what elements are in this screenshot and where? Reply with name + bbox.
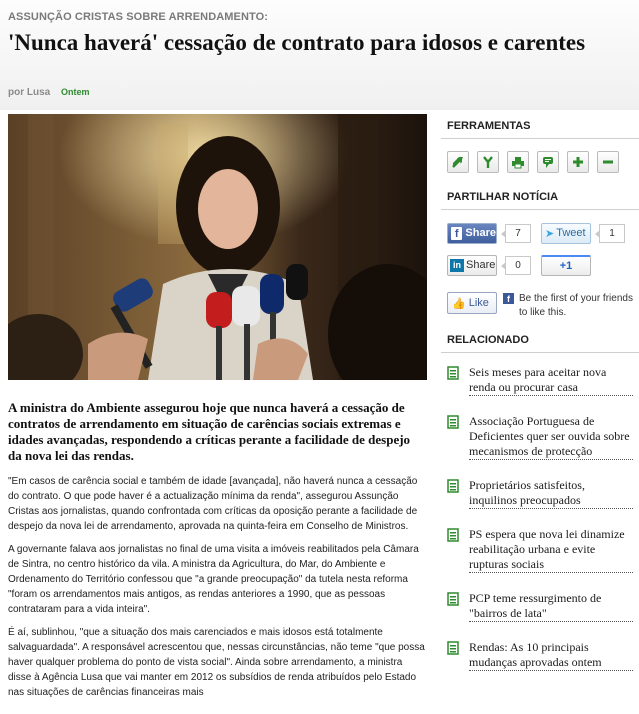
document-icon — [447, 479, 459, 493]
related-link[interactable]: Rendas: As 10 principais mudanças aprovadas ontem — [469, 640, 633, 671]
share-row — [441, 222, 639, 244]
facebook-icon: f — [503, 293, 514, 304]
increase-font-button[interactable] — [567, 151, 589, 173]
share-row — [441, 254, 639, 276]
twitter-tweet-count: 1 — [599, 224, 625, 243]
facebook-like-label: Like — [468, 297, 489, 309]
facebook-icon: f — [451, 227, 462, 240]
press-conference-photo — [8, 114, 427, 380]
share-arrow-icon — [451, 155, 465, 169]
related-link[interactable]: PCP teme ressurgimento de "bairros de lata" — [469, 591, 633, 622]
linkedin-share-button[interactable] — [447, 255, 497, 276]
twitter-tweet-label: Tweet — [556, 227, 586, 239]
article-lead: A ministra do Ambiente assegurou hoje que nunca haverá a cessação de contratos de arrendamento em situação de carências sociais extremas e idades avançadas, respondendo a críticas perante a facilidade de despejo da nova lei das rendas. — [8, 400, 411, 463]
byline-date: Ontem — [61, 87, 90, 97]
related-item — [447, 640, 633, 671]
facebook-like-text — [503, 292, 633, 322]
facebook-like-message: Be the first of your friends to like this. — [519, 293, 633, 318]
twitter-bird-icon: ➤ — [545, 227, 555, 240]
share-title: PARTILHAR NOTÍCIA — [441, 185, 639, 210]
related-link[interactable]: Associação Portuguesa de Deficientes quer ser ouvida sobre mecanismos de protecção — [469, 414, 633, 460]
facebook-share-button[interactable] — [447, 223, 497, 244]
document-icon — [447, 366, 459, 380]
share-arrow-button[interactable] — [447, 151, 469, 173]
tools-title: FERRAMENTAS — [441, 114, 639, 139]
related-list — [441, 353, 639, 671]
facebook-like-row — [441, 292, 639, 322]
plus-icon — [571, 155, 585, 169]
print-button[interactable] — [507, 151, 529, 173]
related-item — [447, 365, 633, 396]
linkedin-share-label: Share — [466, 259, 496, 271]
related-item — [447, 527, 633, 573]
article-body — [8, 474, 426, 708]
fork-icon — [481, 155, 495, 169]
tools-bar — [441, 139, 639, 185]
related-item — [447, 414, 633, 460]
fork-button[interactable] — [477, 151, 499, 173]
comment-icon — [541, 155, 555, 169]
google-plus-one-button[interactable]: +1 — [541, 255, 591, 276]
article-paragraph: A governante falava aos jornalistas no final de uma visita a imóveis reabilitados pela Câmara de Sintra, no centro histórico da vila. A ministra da Agricultura, do Mar, do Ambiente e Ordenamento do Território confessou que "a grande preocupação" da tutela nesta reforma "foram os arrendamentos mais antigos, as rendas anteriores a 1990, que as pessoas contrataram para a vida inteira". — [8, 544, 419, 615]
article-kicker: ASSUNÇÃO CRISTAS SOBRE ARRENDAMENTO: — [8, 11, 269, 23]
related-item — [447, 591, 633, 622]
facebook-share-label: Share — [465, 227, 496, 239]
thumbs-up-icon: 👍 — [452, 297, 466, 310]
related-link[interactable]: Seis meses para aceitar nova renda ou procurar casa — [469, 365, 633, 396]
byline-author: por Lusa — [8, 87, 51, 98]
sidebar — [441, 114, 639, 689]
decrease-font-button[interactable] — [597, 151, 619, 173]
article-photo — [8, 114, 427, 380]
minus-icon — [601, 155, 615, 169]
related-link[interactable]: Proprietários satisfeitos, inquilinos preocupados — [469, 478, 633, 509]
article-byline — [8, 87, 90, 98]
twitter-tweet-button[interactable] — [541, 223, 591, 244]
article-paragraph: "Em casos de carência social e também de idade [avançada], não haverá nunca a cessação do contrato. O que pode haver é a actualização mínima da renda", assegurou Assunção Cristas aos jornalistas, quando confrontada com críticas da oposição perante a facilidade de despejo da nova lei de arrendamento, aprovada na quinta-feira em Conselho de Ministros. — [8, 476, 418, 532]
linkedin-icon: in — [450, 259, 464, 272]
article-headline: 'Nunca haverá' cessação de contrato para idosos e carentes — [8, 30, 586, 55]
document-icon — [447, 641, 459, 655]
document-icon — [447, 415, 459, 429]
comment-button[interactable] — [537, 151, 559, 173]
print-icon — [511, 155, 525, 169]
related-title: RELACIONADO — [441, 328, 639, 353]
related-link[interactable]: PS espera que nova lei dinamize reabilitação urbana e evite rupturas sociais — [469, 527, 633, 573]
document-icon — [447, 528, 459, 542]
related-item — [447, 478, 633, 509]
facebook-share-count: 7 — [505, 224, 531, 243]
linkedin-share-count: 0 — [505, 256, 531, 275]
article-header — [0, 0, 639, 110]
facebook-like-button[interactable] — [447, 292, 497, 314]
document-icon — [447, 592, 459, 606]
article-paragraph: É aí, sublinhou, "que a situação dos mais carenciados e mais idosos está totalmente salvaguardada". A responsável acrescentou que, nessas circunstâncias, não teme "que possa haver qualquer problema do ponto de vista social". Ainda sobre arrendamento, a ministra disse à Agência Lusa que vai manter em 2012 os subsídios de renda atribuídos pelo Estado nas situações de carências financeiras mais — [8, 627, 425, 698]
